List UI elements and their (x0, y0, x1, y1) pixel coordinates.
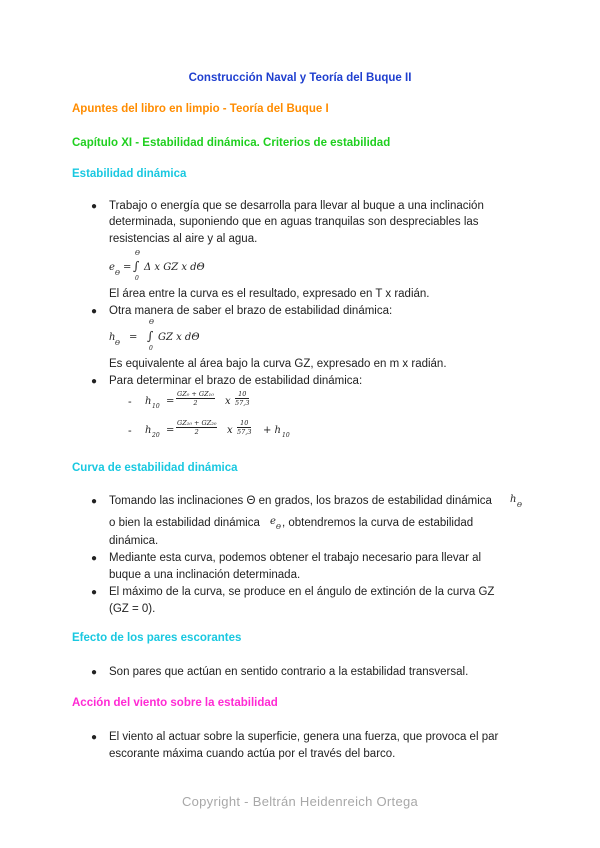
integral-upper-limit: Θ (149, 319, 154, 326)
section-heading-pares: Efecto de los pares escorantes (72, 632, 242, 644)
formula-subscript: 10 (282, 432, 290, 439)
paragraph-line: , obtendremos la curva de estabilidad (282, 517, 474, 529)
bullet-icon: ● (91, 587, 98, 598)
fraction-denominator: 57,3 (237, 428, 252, 436)
formula-subscript: Θ (276, 524, 281, 531)
paragraph-line: El máximo de la curva, se produce en el ángulo de extinción de la curva GZ (109, 586, 495, 598)
integral-upper-limit: Θ (135, 250, 140, 257)
paragraph-line: resistencias al aire y al agua. (109, 233, 258, 245)
document-subtitle: Apuntes del libro en limpio - Teoría del Buque I (72, 103, 329, 115)
paragraph-line: Tomando las inclinaciones Θ en grados, los brazos de estabilidad dinámica (109, 495, 492, 507)
fraction (237, 419, 251, 436)
formula-arm (109, 318, 259, 354)
bullet-icon: ● (91, 376, 98, 387)
formula-plus-term: + h (263, 425, 281, 436)
integral-icon: ∫ (147, 329, 154, 343)
dash-marker: - (128, 425, 132, 437)
formula-h10 (145, 388, 295, 416)
integral-icon: ∫ (133, 259, 140, 273)
formula-equals: = (166, 396, 175, 407)
dash-marker: - (128, 396, 132, 408)
fraction-numerator: 10 (237, 419, 251, 428)
formula-symbol: h (109, 332, 116, 343)
formula-symbol: e (109, 262, 115, 273)
fraction-denominator: 2 (193, 399, 198, 407)
fraction-numerator: 10 (235, 390, 249, 399)
formula-subscript: Θ (115, 340, 120, 347)
formula-equals: = (166, 425, 175, 436)
formula-subscript: 10 (152, 403, 160, 410)
chapter-title: Capítulo XI - Estabilidad dinámica. Criterios de estabilidad (72, 137, 391, 149)
paragraph-line: Son pares que actúan en sentido contrario a la estabilidad transversal. (109, 666, 469, 678)
paragraph-line: El área entre la curva es el resultado, expresado en T x radián. (109, 288, 430, 300)
formula-subscript: Θ (517, 502, 522, 509)
formula-symbol: h (510, 494, 517, 505)
fraction (235, 390, 249, 407)
fraction (176, 390, 215, 407)
fraction (176, 419, 217, 436)
bullet-icon: ● (91, 667, 98, 678)
bullet-icon: ● (91, 306, 98, 317)
bullet-icon: ● (91, 732, 98, 743)
paragraph-line: Para determinar el brazo de estabilidad dinámica: (109, 375, 363, 387)
paragraph-line: dinámica. (109, 535, 159, 547)
formula-subscript: Θ (115, 270, 120, 277)
section-heading-curva: Curva de estabilidad dinámica (72, 462, 238, 474)
formula-symbol: h (145, 425, 152, 436)
paragraph-line: escorante máxima cuando actúa por el través del barco. (109, 748, 396, 760)
paragraph-line: determinada, suponiendo que en aguas tranquilas son despreciables las (109, 216, 479, 228)
fraction-denominator: 57,3 (235, 399, 250, 407)
paragraph-line: El viento al actuar sobre la superficie, genera una fuerza, que provoca el par (109, 731, 499, 743)
fraction-denominator: 2 (194, 428, 199, 436)
integral-lower-limit: 0 (149, 345, 153, 352)
bullet-icon: ● (91, 201, 98, 212)
copyright-footer: Copyright - Beltrán Heidenreich Ortega (181, 794, 419, 809)
paragraph-line: Trabajo o energía que se desarrolla para llevar al buque a una inclinación (109, 200, 484, 212)
fraction-numerator: GZ₁₀ + GZ₂₀ (177, 419, 217, 427)
formula-equals: = (129, 332, 138, 343)
paragraph-line: Mediante esta curva, podemos obtener el trabajo necesario para llevar al (109, 552, 482, 564)
paragraph-line: (GZ = 0). (109, 603, 156, 615)
integral-lower-limit: 0 (135, 275, 139, 282)
bullet-icon: ● (91, 496, 98, 507)
formula-subscript: 20 (152, 432, 160, 439)
formula-body: GZ x dΘ (158, 332, 200, 343)
paragraph-line: Otra manera de saber el brazo de estabilidad dinámica: (109, 305, 393, 317)
formula-times: x (227, 425, 233, 436)
formula-h20 (145, 417, 305, 445)
fraction-numerator: GZ₀ + GZ₁₀ (177, 390, 214, 398)
formula-energy (109, 250, 259, 284)
formula-symbol: e (270, 516, 276, 527)
bullet-icon: ● (91, 553, 98, 564)
section-heading-estabilidad-dinamica: Estabilidad dinámica (72, 168, 187, 180)
formula-equals: = (123, 262, 132, 273)
paragraph-line: Es equivalente al área bajo la curva GZ, expresado en m x radián. (109, 358, 447, 370)
document-title: Construcción Naval y Teoría del Buque II (188, 72, 412, 84)
formula-body: Δ x GZ x dΘ (144, 262, 205, 273)
section-heading-viento: Acción del viento sobre la estabilidad (72, 697, 278, 709)
formula-symbol: h (145, 396, 152, 407)
paragraph-line: buque a una inclinación determinada. (109, 569, 301, 581)
paragraph-line: o bien la estabilidad dinámica (109, 517, 260, 529)
formula-times: x (225, 396, 231, 407)
